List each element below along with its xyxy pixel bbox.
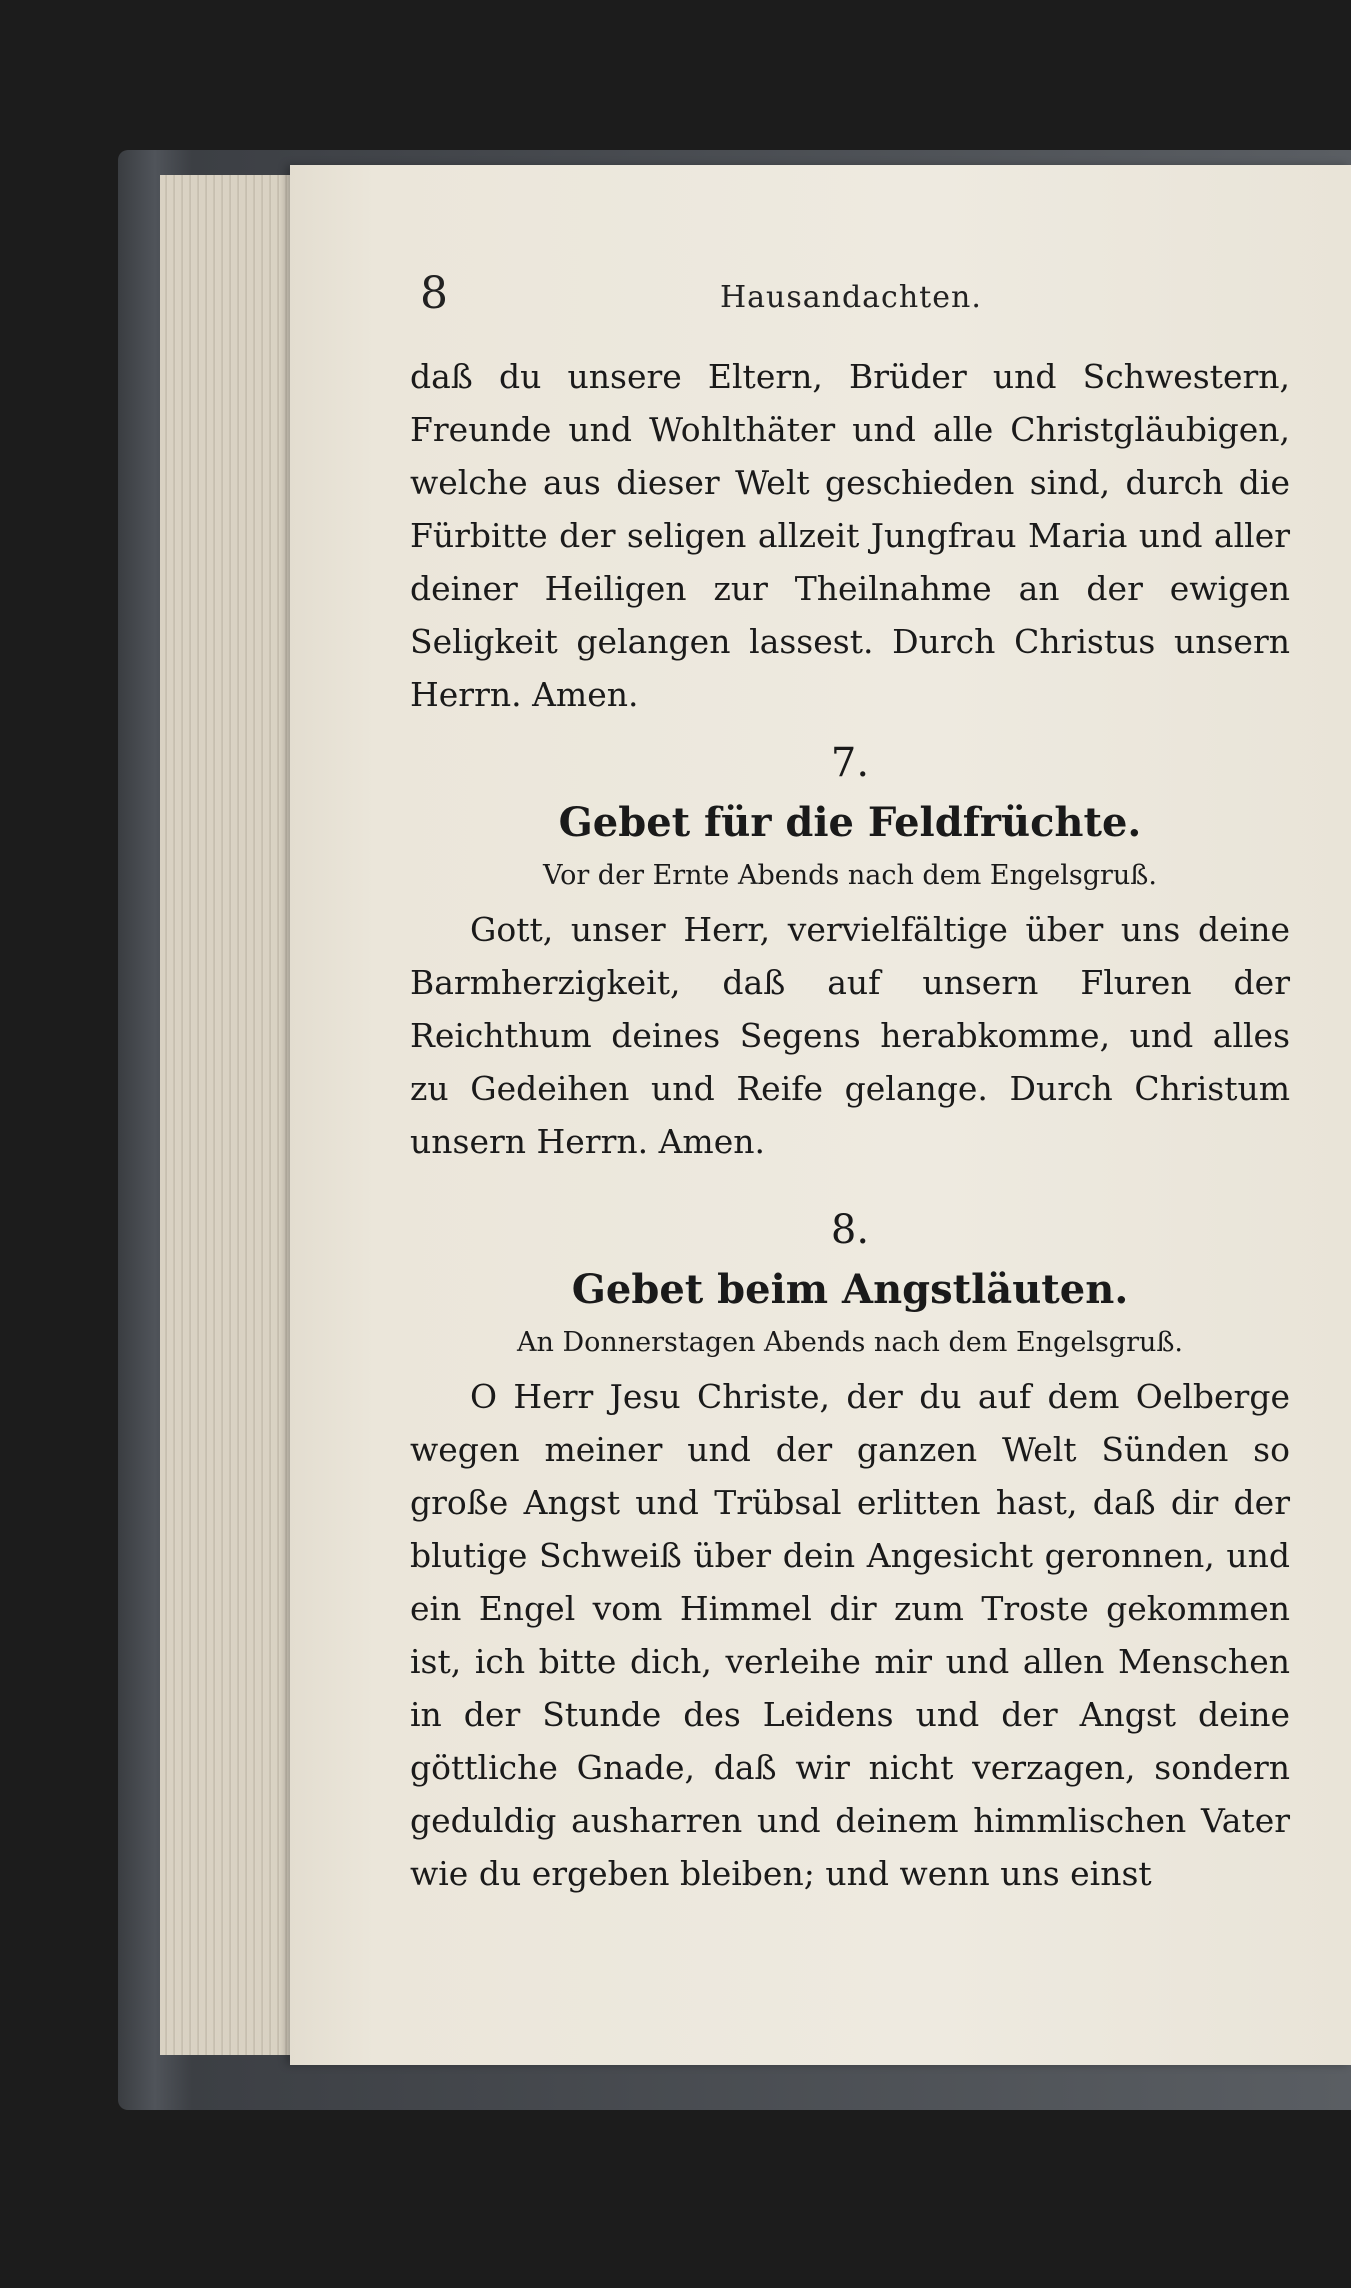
section-title: Gebet für die Feldfrüchte.: [558, 799, 1142, 846]
section-number: 7.: [830, 740, 870, 786]
page-header: [420, 268, 1260, 328]
section-rubric: Vor der Ernte Abends nach dem Engelsgruß.: [543, 860, 1157, 891]
section-number: 8.: [830, 1207, 870, 1253]
page-number: 8: [420, 268, 448, 319]
page-edges: [160, 175, 300, 2055]
page-body: [410, 350, 1290, 1900]
continuation-paragraph: daß du unsere Eltern, Brüder und Schwestern, Freunde und Wohlthäter und alle Christgläubigen, welche aus dieser Welt geschieden sind, durch die Fürbitte der seligen allzeit Jungfrau Maria und aller deiner Heiligen zur Theilnahme an der ewigen Seligkeit gelangen lassest. Durch Christus unsern Herrn. Amen.: [410, 357, 1290, 714]
running-title: Hausandachten.: [720, 280, 982, 315]
prayer-paragraph: O Herr Jesu Christe, der du auf dem Oelberge wegen meiner und der ganzen Welt Sünden so große Angst und Trübsal erlitten hast, daß dir der blutige Schweiß über dein Angesicht geronnen, und ein Engel vom Himmel dir zum Troste gekommen ist, ich bitte dich, verleihe mir und allen Menschen in der Stunde des Leidens und der Angst deine göttliche Gnade, daß wir nicht verzagen, sondern geduldig ausharren und deinem himmlischen Vater wie du ergeben bleiben; und wenn uns einst: [410, 1377, 1290, 1893]
section-rubric: An Donnerstagen Abends nach dem Engelsgruß.: [516, 1327, 1184, 1358]
section-title: Gebet beim Angstläuten.: [571, 1266, 1129, 1313]
prayer-paragraph: Gott, unser Herr, vervielfältige über uns deine Barmherzigkeit, daß auf unsern Fluren der Reichthum deines Segens herabkomme, und alles zu Gedeihen und Reife gelange. Durch Christum unsern Herrn. Amen.: [410, 910, 1290, 1161]
